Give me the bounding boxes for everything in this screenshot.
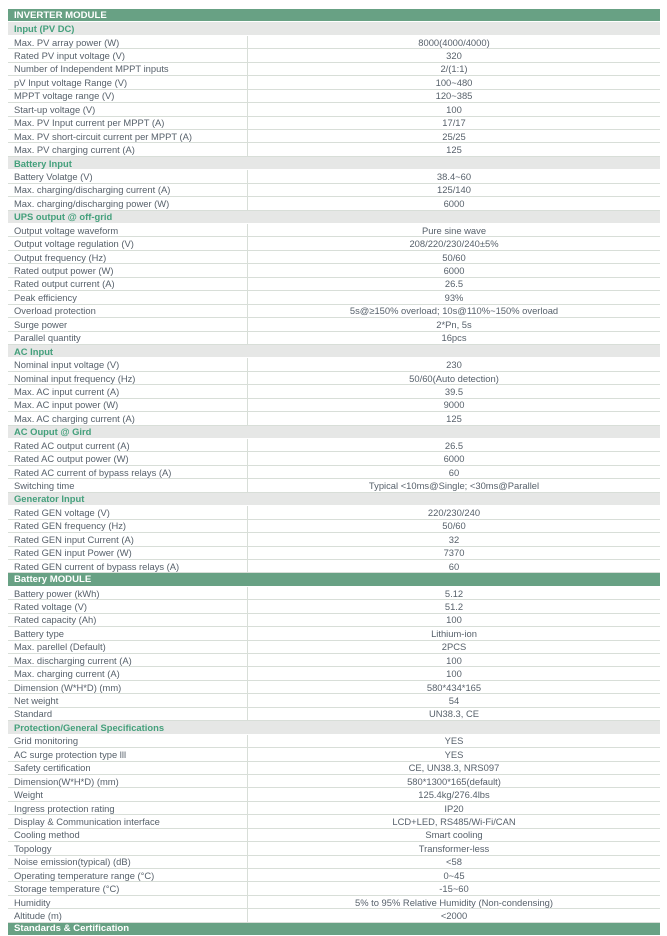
spec-row-label: Humidity xyxy=(8,896,248,908)
spec-row-value: 5% to 95% Relative Humidity (Non-condensing) xyxy=(354,896,553,908)
spec-row-value: 6000 xyxy=(443,265,465,277)
spec-row-label: Max. PV short-circuit current per MPPT (A) xyxy=(8,130,248,142)
spec-row xyxy=(8,76,660,89)
spec-row-label: Output voltage waveform xyxy=(8,224,248,236)
spec-row xyxy=(8,305,660,318)
spec-row-label: Output voltage regulation (V) xyxy=(8,237,248,249)
spec-row-label: Display & Communication interface xyxy=(8,815,248,827)
spec-row-label: Max. AC input current (A) xyxy=(8,385,248,397)
spec-row-label: Battery type xyxy=(8,627,248,639)
spec-row-label: Standard xyxy=(8,708,248,720)
spec-row xyxy=(8,439,660,452)
spec-row-label: Operating temperature range (°C) xyxy=(8,869,248,881)
spec-row-value: <2000 xyxy=(440,910,468,922)
spec-row xyxy=(8,224,660,237)
spec-row-value: 51.2 xyxy=(444,600,464,612)
spec-row-label: Rated AC output power (W) xyxy=(8,452,248,464)
spec-row xyxy=(8,587,660,600)
spec-row-label: Max. AC input power (W) xyxy=(8,399,248,411)
spec-row-label: Dimension(W*H*D) (mm) xyxy=(8,775,248,787)
spec-row xyxy=(8,708,660,721)
spec-row-value: 100 xyxy=(446,668,462,680)
spec-row-label: Weight xyxy=(8,788,248,800)
spec-row-label: Altitude (m) xyxy=(8,909,248,921)
spec-row xyxy=(8,842,660,855)
spec-row-value: 54 xyxy=(448,695,460,707)
spec-row-value: LCD+LED, RS485/Wi-Fi/CAN xyxy=(392,815,516,827)
spec-row-value: 26.5 xyxy=(444,278,464,290)
section-header: AC Input xyxy=(8,345,660,358)
spec-row xyxy=(8,667,660,680)
spec-row xyxy=(8,184,660,197)
spec-row-value: Transformer-less xyxy=(418,842,490,854)
spec-row-value: Lithium-ion xyxy=(431,627,477,639)
spec-row xyxy=(8,358,660,371)
spec-row-label: Rated PV input voltage (V) xyxy=(8,49,248,61)
spec-row-label: pV Input voltage Range (V) xyxy=(8,76,248,88)
spec-row-value: 230 xyxy=(446,359,462,371)
spec-row xyxy=(8,466,660,479)
spec-row-label: Max. PV charging current (A) xyxy=(8,143,248,155)
spec-row xyxy=(8,264,660,277)
spec-row-value: 16pcs xyxy=(441,332,467,344)
spec-row-value: 125/140 xyxy=(437,184,471,196)
module-header: Standards & Certification xyxy=(8,923,660,936)
spec-row xyxy=(8,882,660,895)
spec-row xyxy=(8,278,660,291)
spec-row xyxy=(8,748,660,761)
spec-row-value: IP20 xyxy=(444,802,464,814)
spec-row-label: Nominal input voltage (V) xyxy=(8,358,248,370)
spec-row-value: 2*Pn, 5s xyxy=(436,318,472,330)
spec-row-value: 125 xyxy=(446,412,462,424)
spec-row-value: 50/60 xyxy=(442,520,466,532)
spec-row-label: MPPT voltage range (V) xyxy=(8,90,248,102)
spec-row-label: Surge power xyxy=(8,318,248,330)
spec-row xyxy=(8,237,660,250)
spec-row-label: Grid monitoring xyxy=(8,735,248,747)
spec-row-value: 2PCS xyxy=(441,641,467,653)
spec-row-label: Rated GEN frequency (Hz) xyxy=(8,520,248,532)
section-header: Battery Input xyxy=(8,157,660,170)
spec-row-value: 120~385 xyxy=(435,90,473,102)
spec-row-value: 25/25 xyxy=(442,130,466,142)
spec-row xyxy=(8,479,660,492)
spec-row xyxy=(8,762,660,775)
spec-row xyxy=(8,130,660,143)
spec-row-value: CE, UN38.3, NRS097 xyxy=(408,762,500,774)
spec-row xyxy=(8,547,660,560)
spec-row-label: Rated GEN input Power (W) xyxy=(8,547,248,559)
spec-row-label: Net weight xyxy=(8,694,248,706)
spec-row xyxy=(8,143,660,156)
spec-row-label: Rated GEN current of bypass relays (A) xyxy=(8,560,248,572)
spec-row xyxy=(8,117,660,130)
spec-row xyxy=(8,520,660,533)
spec-row xyxy=(8,896,660,909)
spec-row xyxy=(8,251,660,264)
spec-row-value: 5.12 xyxy=(444,587,464,599)
spec-row-label: Switching time xyxy=(8,479,248,491)
spec-row-value: Smart cooling xyxy=(425,829,483,841)
spec-row-value: UN38.3, CE xyxy=(428,708,480,720)
spec-row-label: Max. discharging current (A) xyxy=(8,654,248,666)
spec-row xyxy=(8,560,660,573)
spec-row-value: 50/60(Auto detection) xyxy=(409,372,499,384)
spec-row xyxy=(8,654,660,667)
spec-row-label: Max. PV array power (W) xyxy=(8,36,248,48)
spec-row-label: Rated output current (A) xyxy=(8,278,248,290)
spec-row-label: Max. parellel (Default) xyxy=(8,641,248,653)
spec-row-value: Pure sine wave xyxy=(421,224,487,236)
module-header: Battery MODULE xyxy=(8,573,660,586)
spec-row xyxy=(8,506,660,519)
section-header: Protection/General Specifications xyxy=(8,721,660,734)
spec-row xyxy=(8,856,660,869)
spec-row xyxy=(8,170,660,183)
spec-row-label: Rated GEN voltage (V) xyxy=(8,506,248,518)
spec-row-label: Max. AC charging current (A) xyxy=(8,412,248,424)
spec-row-label: Max. charging current (A) xyxy=(8,667,248,679)
spec-table xyxy=(8,9,660,936)
spec-row-label: Storage temperature (°C) xyxy=(8,882,248,894)
spec-row-value: 125.4kg/276.4lbs xyxy=(418,789,490,801)
spec-row-label: Safety certification xyxy=(8,762,248,774)
spec-row-label: Max. charging/discharging power (W) xyxy=(8,197,248,209)
spec-row xyxy=(8,735,660,748)
spec-row-label: Battery Volatge (V) xyxy=(8,170,248,182)
section-header: Input (PV DC) xyxy=(8,22,660,35)
spec-row-label: Overload protection xyxy=(8,305,248,317)
spec-row-label: AC surge protection type lll xyxy=(8,748,248,760)
spec-row xyxy=(8,372,660,385)
spec-row-value: 60 xyxy=(448,466,460,478)
spec-row xyxy=(8,533,660,546)
spec-row-value: <58 xyxy=(446,856,462,868)
spec-row-label: Noise emission(typical) (dB) xyxy=(8,856,248,868)
spec-row-label: Battery power (kWh) xyxy=(8,587,248,599)
spec-row xyxy=(8,802,660,815)
spec-row xyxy=(8,318,660,331)
spec-row-label: Peak efficiency xyxy=(8,291,248,303)
spec-row xyxy=(8,103,660,116)
spec-row-label: Max. charging/discharging current (A) xyxy=(8,184,248,196)
spec-row xyxy=(8,641,660,654)
spec-row-value: 100~480 xyxy=(435,76,473,88)
section-header: AC Ouput @ Gird xyxy=(8,426,660,439)
spec-row-value: 26.5 xyxy=(444,439,464,451)
spec-row xyxy=(8,36,660,49)
spec-row xyxy=(8,197,660,210)
spec-row-value: 100 xyxy=(446,103,462,115)
spec-row xyxy=(8,788,660,801)
spec-row xyxy=(8,909,660,922)
spec-row xyxy=(8,681,660,694)
spec-row-value: 38.4~60 xyxy=(436,170,472,182)
spec-row-value: Typical <10ms@Single; <30ms@Parallel xyxy=(368,480,540,492)
spec-row-value: YES xyxy=(444,735,464,747)
spec-row xyxy=(8,412,660,425)
spec-row xyxy=(8,291,660,304)
spec-row-value: 32 xyxy=(448,533,460,545)
spec-row-value: 220/230/240 xyxy=(427,506,481,518)
spec-row xyxy=(8,399,660,412)
spec-row xyxy=(8,694,660,707)
spec-row xyxy=(8,829,660,842)
spec-row-label: Ingress protection rating xyxy=(8,802,248,814)
spec-row-value: 17/17 xyxy=(442,117,466,129)
spec-row-value: 7370 xyxy=(443,547,465,559)
spec-row-value: YES xyxy=(444,748,464,760)
spec-row-value: 50/60 xyxy=(442,251,466,263)
spec-row xyxy=(8,614,660,627)
spec-row-value: 320 xyxy=(446,50,462,62)
spec-row-label: Rated capacity (Ah) xyxy=(8,614,248,626)
spec-row-label: Rated voltage (V) xyxy=(8,600,248,612)
section-header: Generator Input xyxy=(8,493,660,506)
spec-row-label: Rated GEN input Current (A) xyxy=(8,533,248,545)
spec-row-value: 580*1300*165(default) xyxy=(407,775,501,787)
spec-row-label: Cooling method xyxy=(8,829,248,841)
spec-row-value: 5s@≥150% overload; 10s@110%~150% overload xyxy=(349,305,559,317)
spec-row-value: 2/(1:1) xyxy=(440,63,468,75)
spec-row-value: 0~45 xyxy=(443,869,465,881)
spec-row-value: 125 xyxy=(446,144,462,156)
spec-row-value: 6000 xyxy=(443,197,465,209)
spec-row-label: Rated AC current of bypass relays (A) xyxy=(8,466,248,478)
spec-row xyxy=(8,815,660,828)
spec-row xyxy=(8,49,660,62)
spec-row xyxy=(8,63,660,76)
spec-row-label: Nominal input frequency (Hz) xyxy=(8,372,248,384)
spec-row-label: Dimension (W*H*D) (mm) xyxy=(8,681,248,693)
spec-row-value: 580*434*165 xyxy=(426,681,482,693)
spec-row-label: Parallel quantity xyxy=(8,332,248,344)
spec-row xyxy=(8,600,660,613)
spec-row-label: Max. PV Input current per MPPT (A) xyxy=(8,117,248,129)
spec-row-label: Rated output power (W) xyxy=(8,264,248,276)
spec-row-value: 60 xyxy=(448,560,460,572)
spec-row xyxy=(8,869,660,882)
spec-row-label: Topology xyxy=(8,842,248,854)
spec-row xyxy=(8,385,660,398)
spec-row-value: 39.5 xyxy=(444,385,464,397)
spec-row-value: 100 xyxy=(446,614,462,626)
module-header: INVERTER MODULE xyxy=(8,9,660,22)
spec-row-value: 6000 xyxy=(443,453,465,465)
spec-row xyxy=(8,332,660,345)
spec-row-value: 100 xyxy=(446,654,462,666)
spec-row-label: Rated AC output current (A) xyxy=(8,439,248,451)
spec-row-value: 93% xyxy=(444,291,464,303)
spec-row-value: 208/220/230/240±5% xyxy=(409,238,499,250)
spec-row-label: Output frequency (Hz) xyxy=(8,251,248,263)
section-header: UPS output @ off-grid xyxy=(8,211,660,224)
spec-row-label: Number of Independent MPPT inputs xyxy=(8,63,248,75)
spec-row xyxy=(8,627,660,640)
spec-row-label: Start-up voltage (V) xyxy=(8,103,248,115)
spec-row-value: -15~60 xyxy=(439,883,469,895)
spec-row-value: 9000 xyxy=(443,399,465,411)
spec-row-value: 8000(4000/4000) xyxy=(418,36,490,48)
spec-row xyxy=(8,452,660,465)
spec-row xyxy=(8,775,660,788)
spec-row xyxy=(8,90,660,103)
